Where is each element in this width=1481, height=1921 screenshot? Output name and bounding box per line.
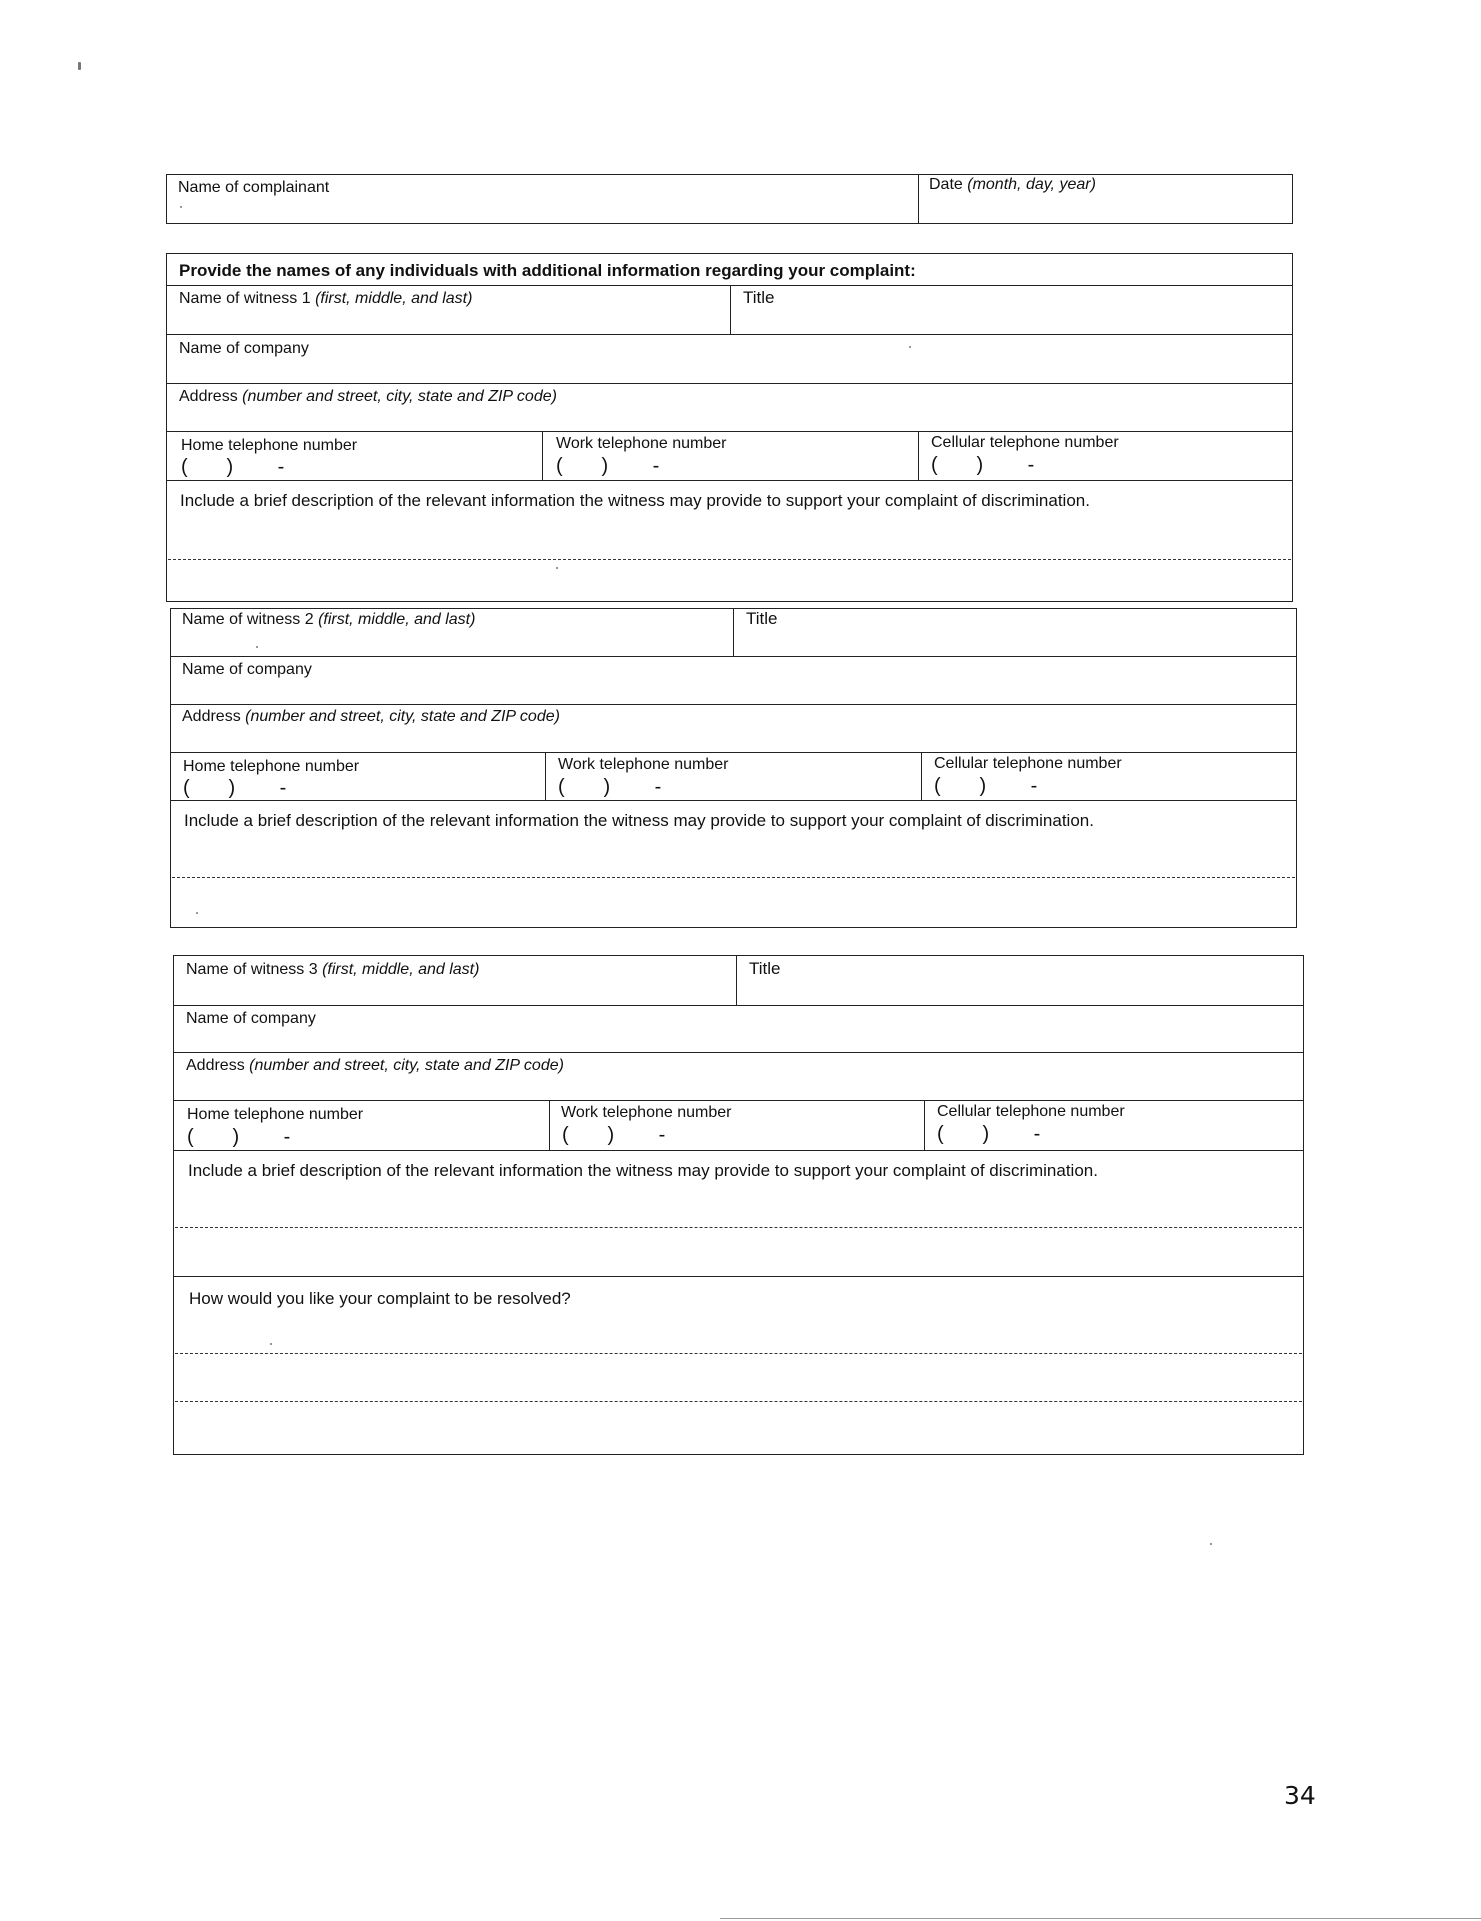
witness-1-phone-divider-2: [918, 431, 919, 480]
witness-2-home-phone-format: ( ) -: [183, 777, 287, 799]
witness-2-title-label: Title: [746, 609, 778, 628]
scan-speck: [1210, 1543, 1212, 1545]
witness-1-cell-phone-format: ( ) -: [931, 454, 1035, 476]
witness-3-work-phone-format: ( ) -: [562, 1124, 666, 1146]
witness-1-work-phone-format: ( ) -: [556, 455, 660, 477]
witness-2-home-phone-field[interactable]: [172, 776, 543, 798]
witness-3-rule-phones: [173, 1100, 1304, 1101]
page-number: 34: [1284, 1781, 1316, 1810]
scan-speck: [556, 567, 558, 569]
witness-1-home-phone-label: Home telephone number: [181, 437, 358, 454]
witness-2-rule-phones: [170, 752, 1297, 753]
witness-2-description-dashed-line: [172, 877, 1295, 878]
witness-3-cell-phone-label: Cellular telephone number: [937, 1103, 1125, 1120]
witness-1-description-field-line-2[interactable]: [168, 561, 1291, 600]
witness-1-title-field[interactable]: [732, 310, 1291, 332]
witness-3-description-field-line-1[interactable]: [175, 1185, 1302, 1225]
scan-speck: [909, 346, 911, 348]
witness-1-home-phone-format: ( ) -: [181, 456, 285, 478]
scan-speck: [256, 646, 258, 648]
witness-3-cell-phone-field[interactable]: [926, 1125, 1302, 1148]
witness-3-description-field-line-2[interactable]: [175, 1229, 1302, 1275]
witness-2-rule-description: [170, 800, 1297, 801]
scan-speck: [78, 62, 81, 70]
witness-3-title-field[interactable]: [738, 981, 1302, 1003]
witness-1-description-prompt: Include a brief description of the relevant information the witness may provide to support your complaint of discrimination.: [180, 491, 1090, 510]
witness-3-work-phone-field[interactable]: [551, 1125, 922, 1148]
witness-3-home-phone-field[interactable]: [175, 1125, 547, 1148]
witness-3-name-title-divider: [736, 955, 737, 1005]
witness-3-rule-description: [173, 1150, 1304, 1151]
witness-1-name-title-divider: [730, 285, 731, 334]
witness-1-home-phone-field[interactable]: [168, 456, 540, 478]
witness-1-rule-address: [166, 383, 1293, 384]
witness-1-rule-company: [166, 334, 1293, 335]
witness-2-description-field-line-1[interactable]: [172, 835, 1295, 876]
witness-1-name-field[interactable]: [168, 310, 728, 332]
witness-3-description-dashed-line: [175, 1227, 1302, 1228]
witness-3-company-label: Name of company: [186, 1010, 316, 1027]
scan-speck: [180, 206, 182, 208]
witness-3-company-field[interactable]: [175, 1030, 1302, 1050]
scan-speck: [196, 912, 198, 914]
witness-2-work-phone-format: ( ) -: [558, 776, 662, 798]
witness-3-work-phone-label: Work telephone number: [561, 1104, 732, 1121]
witness-1-phone-divider-1: [542, 431, 543, 480]
page-bottom-edge-line: [720, 1918, 1481, 1919]
witness-3-rule-address: [173, 1052, 1304, 1053]
witness-2-company-field[interactable]: [172, 681, 1295, 702]
witness-2-description-prompt: Include a brief description of the relevant information the witness may provide to support your complaint of discrimination.: [184, 811, 1094, 830]
witness-3-name-field[interactable]: [175, 981, 734, 1003]
witness-1-rule-phones: [166, 431, 1293, 432]
witness-3-phone-divider-2: [924, 1100, 925, 1150]
witness-3-address-field[interactable]: [175, 1077, 1302, 1098]
witness-1-work-phone-field[interactable]: [544, 456, 916, 478]
witness-2-title-field[interactable]: [735, 631, 1295, 654]
witness-1-description-field-line-1[interactable]: [168, 515, 1291, 557]
witness-1-cell-phone-field[interactable]: [920, 455, 1291, 478]
resolution-dashed-line-2: [175, 1401, 1302, 1402]
witness-1-company-field[interactable]: [168, 360, 1291, 381]
witness-2-rule-company: [170, 656, 1297, 657]
witness-2-phone-divider-1: [545, 752, 546, 800]
witness-3-description-prompt: Include a brief description of the relevant information the witness may provide to support your complaint of discrimination.: [188, 1161, 1098, 1180]
witness-3-name-label: Name of witness 3 (first, middle, and last): [186, 961, 480, 978]
witness-2-home-phone-label: Home telephone number: [183, 758, 360, 775]
witness-3-home-phone-label: Home telephone number: [187, 1106, 364, 1123]
witness-3-home-phone-format: ( ) -: [187, 1126, 291, 1148]
witness-1-address-label: Address (number and street, city, state and ZIP code): [179, 388, 557, 405]
witness-1-description-dashed-line: [168, 559, 1291, 560]
witness-3-cell-phone-format: ( ) -: [937, 1123, 1041, 1145]
witness-2-name-label: Name of witness 2 (first, middle, and last): [182, 611, 476, 628]
witness-2-cell-phone-field[interactable]: [923, 776, 1295, 798]
witness-3-rule-company: [173, 1005, 1304, 1006]
witness-2-rule-address: [170, 704, 1297, 705]
witness-2-address-label: Address (number and street, city, state and ZIP code): [182, 708, 560, 725]
witness-3-phone-divider-1: [549, 1100, 550, 1150]
witness-2-description-field-line-2[interactable]: [172, 879, 1295, 926]
witness-1-work-phone-label: Work telephone number: [556, 435, 727, 452]
witness-2-phone-divider-2: [921, 752, 922, 800]
witnesses-section-heading: Provide the names of any individuals with additional information regarding your complaint:: [179, 261, 916, 280]
witness-1-rule-description: [166, 480, 1293, 481]
witness-2-cell-phone-label: Cellular telephone number: [934, 755, 1122, 772]
witness-1-name-label: Name of witness 1 (first, middle, and last): [179, 290, 473, 307]
witness-2-work-phone-field[interactable]: [547, 776, 919, 798]
resolution-rule: [173, 1276, 1304, 1277]
witness-1-cell-phone-label: Cellular telephone number: [931, 434, 1119, 451]
resolution-field-line-2[interactable]: [175, 1355, 1302, 1399]
witness-2-work-phone-label: Work telephone number: [558, 756, 729, 773]
complainant-name-label: Name of complainant: [178, 179, 330, 196]
resolution-field-line-3[interactable]: [175, 1403, 1302, 1453]
resolution-dashed-line-1: [175, 1353, 1302, 1354]
complainant-date-field[interactable]: [920, 196, 1291, 222]
complainant-name-field[interactable]: [168, 198, 916, 222]
witness-1-title-label: Title: [743, 288, 775, 307]
resolution-field-line-1[interactable]: [175, 1312, 1302, 1352]
witness-2-cell-phone-format: ( ) -: [934, 775, 1038, 797]
witness-3-address-label: Address (number and street, city, state and ZIP code): [186, 1057, 564, 1074]
witness-2-name-title-divider: [733, 608, 734, 656]
witness-2-name-field[interactable]: [172, 631, 731, 654]
witness-3-title-label: Title: [749, 959, 781, 978]
complainant-divider: [918, 174, 919, 224]
witness-1-company-label: Name of company: [179, 340, 309, 357]
complainant-date-label: Date (month, day, year): [929, 176, 1096, 193]
resolution-prompt: How would you like your complaint to be resolved?: [189, 1289, 571, 1308]
witness-2-address-field[interactable]: [172, 728, 1295, 750]
scan-speck: [270, 1343, 272, 1345]
witness-1-address-field[interactable]: [168, 408, 1291, 429]
witness-2-company-label: Name of company: [182, 661, 312, 678]
